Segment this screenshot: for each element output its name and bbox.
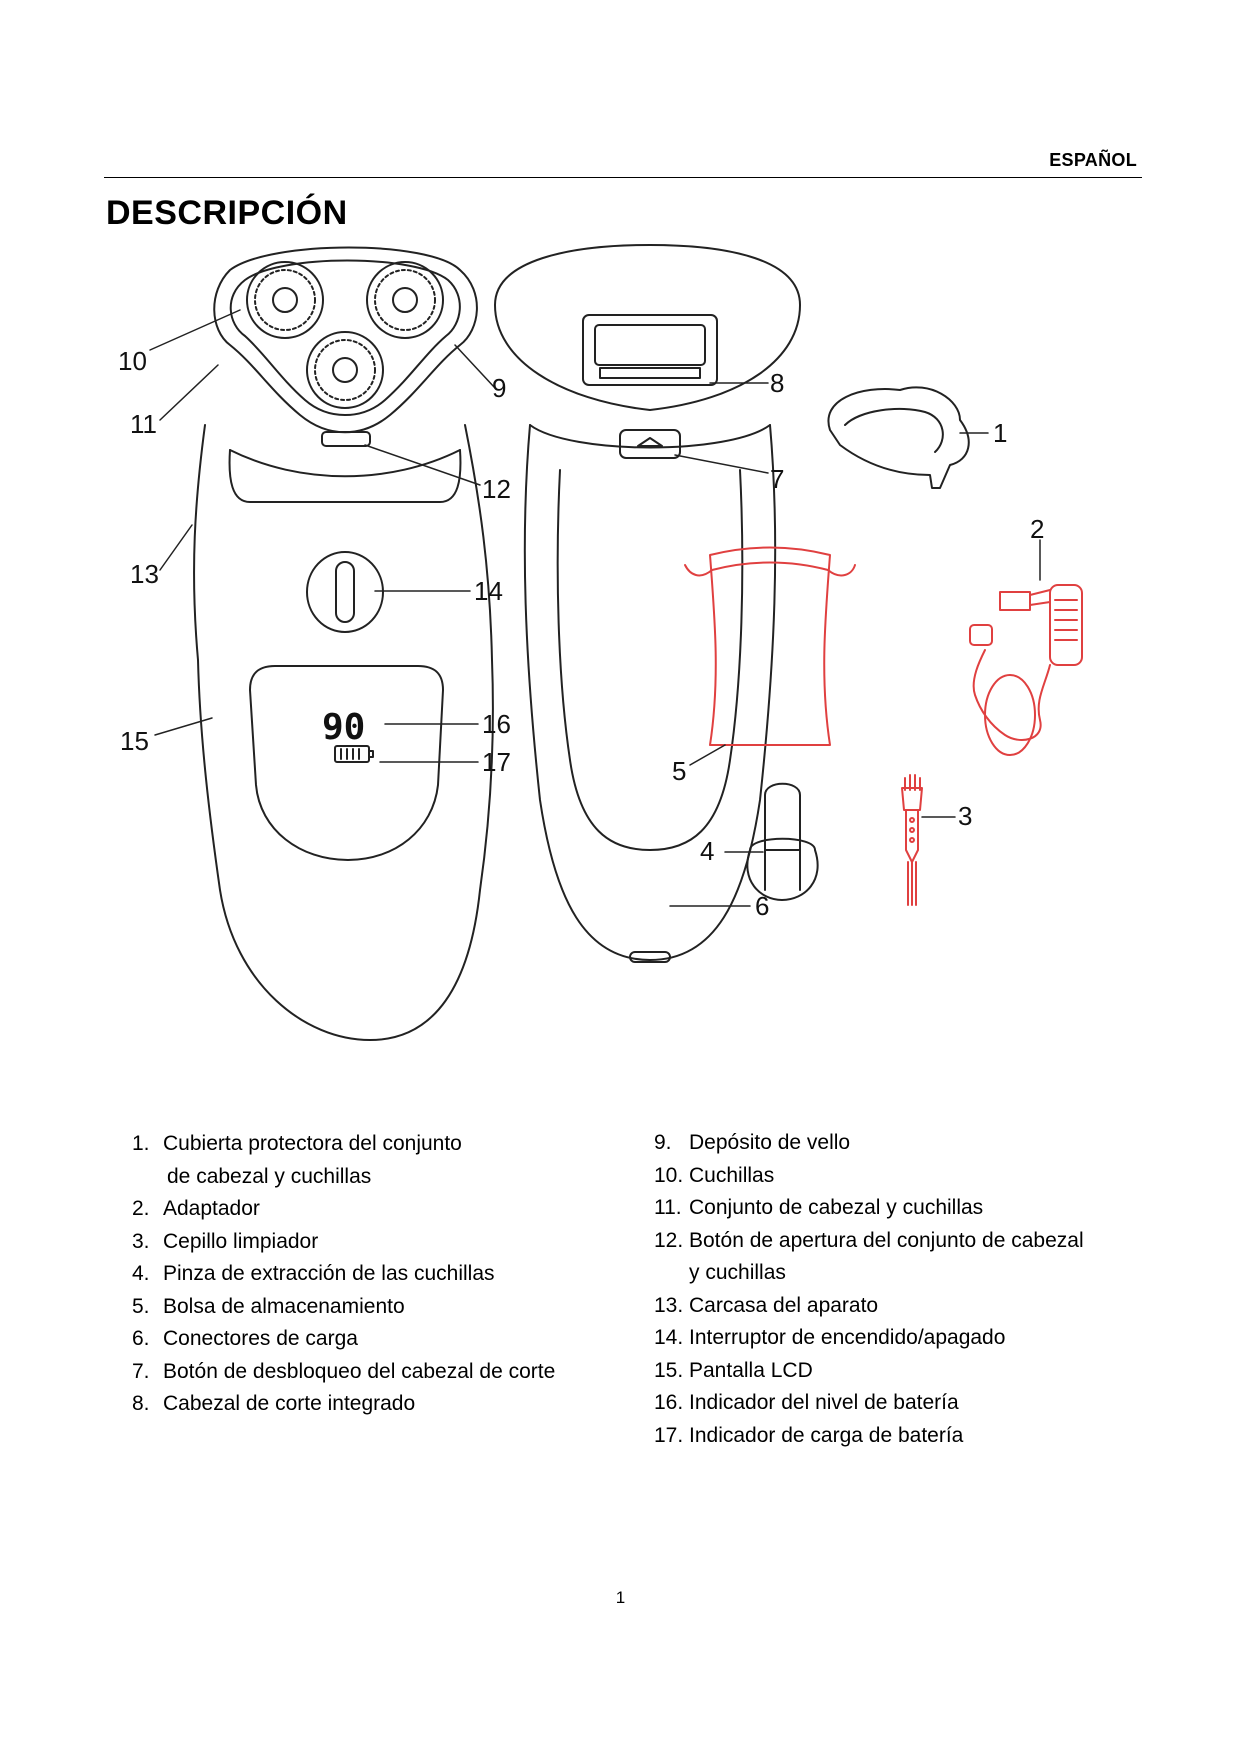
item-number: 17. bbox=[654, 1423, 684, 1447]
diagram-svg bbox=[100, 240, 1160, 1100]
power-switch bbox=[336, 562, 354, 622]
callout-9: 9 bbox=[492, 373, 507, 403]
item-label: Cuchillas bbox=[689, 1163, 775, 1187]
item-label: Indicador de carga de batería bbox=[689, 1423, 964, 1447]
callout-8: 8 bbox=[770, 368, 785, 398]
page-title: DESCRIPCIÓN bbox=[106, 194, 348, 232]
back-view-shaver bbox=[495, 245, 800, 962]
callout-5: 5 bbox=[672, 756, 687, 786]
cleaning-brush bbox=[902, 775, 922, 905]
trimmer-teeth bbox=[600, 368, 700, 378]
item-number: 14. bbox=[654, 1326, 684, 1349]
list-item bbox=[654, 1387, 1154, 1420]
item-number: 16. bbox=[654, 1391, 684, 1414]
callout-2: 2 bbox=[1030, 514, 1045, 544]
item-number: 3. bbox=[132, 1229, 150, 1253]
list-item bbox=[132, 1226, 602, 1259]
front-view-shaver bbox=[194, 248, 493, 1041]
list-item-continuation bbox=[132, 1161, 602, 1194]
arrow-up-icon bbox=[638, 438, 662, 446]
item-number: 10. bbox=[654, 1163, 684, 1187]
item-label: Pinza de extracción de las cuchillas bbox=[163, 1262, 495, 1285]
item-number: 5. bbox=[132, 1294, 150, 1318]
list-item bbox=[654, 1322, 1154, 1355]
item-number: 2. bbox=[132, 1197, 150, 1220]
item-number: 9. bbox=[654, 1131, 672, 1154]
protective-cap bbox=[828, 387, 968, 488]
item-number: 1. bbox=[132, 1132, 150, 1155]
callout-16: 16 bbox=[482, 709, 511, 739]
blade-heads bbox=[247, 262, 443, 408]
callout-17: 17 bbox=[482, 747, 511, 777]
item-number: 11. bbox=[654, 1196, 682, 1219]
item-label: Botón de desbloqueo del cabezal de corte bbox=[163, 1359, 556, 1383]
storage-bag bbox=[685, 548, 855, 746]
callout-1: 1 bbox=[993, 418, 1008, 448]
callout-3: 3 bbox=[958, 801, 973, 831]
item-number: 8. bbox=[132, 1392, 150, 1415]
power-switch-surround bbox=[307, 552, 383, 632]
list-item bbox=[132, 1128, 602, 1161]
callout-14: 14 bbox=[474, 576, 503, 606]
callout-11: 11 bbox=[130, 409, 157, 439]
page-number: 1 bbox=[615, 1588, 626, 1607]
item-label: Adaptador bbox=[163, 1197, 260, 1220]
list-item bbox=[132, 1291, 602, 1324]
item-number: 13. bbox=[654, 1293, 684, 1317]
list-item bbox=[654, 1192, 1154, 1225]
list-item bbox=[132, 1258, 602, 1291]
parts-list-left bbox=[132, 1128, 602, 1421]
unlock-button bbox=[620, 430, 680, 458]
item-label: de cabezal y cuchillas bbox=[167, 1164, 372, 1188]
list-item bbox=[132, 1356, 602, 1389]
list-item-continuation bbox=[654, 1257, 1154, 1290]
item-label: Carcasa del aparato bbox=[689, 1293, 879, 1317]
lcd-digits: 90 bbox=[322, 707, 366, 748]
list-item bbox=[132, 1388, 602, 1421]
list-item bbox=[132, 1193, 602, 1226]
list-item bbox=[654, 1127, 1154, 1160]
list-item bbox=[654, 1225, 1154, 1258]
list-item bbox=[654, 1420, 1154, 1453]
item-number: 4. bbox=[132, 1262, 150, 1285]
callout-13: 13 bbox=[130, 559, 159, 589]
callout-7: 7 bbox=[770, 464, 785, 494]
item-label: Conjunto de cabezal y cuchillas bbox=[689, 1196, 984, 1219]
item-label: Cubierta protectora del conjunto bbox=[163, 1132, 462, 1155]
list-item bbox=[132, 1323, 602, 1356]
head-release-button bbox=[322, 432, 370, 446]
item-label: Bolsa de almacenamiento bbox=[163, 1294, 405, 1318]
item-number: 7. bbox=[132, 1359, 150, 1383]
item-number: 12. bbox=[654, 1228, 684, 1252]
item-label: Conectores de carga bbox=[163, 1327, 358, 1350]
item-number: 15. bbox=[654, 1358, 684, 1382]
list-item bbox=[654, 1290, 1154, 1323]
header-rule bbox=[104, 177, 1142, 178]
item-label: y cuchillas bbox=[689, 1261, 786, 1284]
item-label: Interruptor de encendido/apagado bbox=[689, 1326, 1006, 1349]
item-label: Cabezal de corte integrado bbox=[163, 1392, 416, 1415]
callout-10: 10 bbox=[118, 346, 147, 376]
item-label: Cepillo limpiador bbox=[163, 1229, 319, 1253]
item-label: Indicador del nivel de batería bbox=[689, 1391, 959, 1414]
callout-4: 4 bbox=[700, 836, 715, 866]
callout-6: 6 bbox=[755, 891, 770, 921]
item-label: Depósito de vello bbox=[689, 1131, 851, 1154]
parts-list-right bbox=[654, 1127, 1154, 1452]
item-label: Botón de apertura del conjunto de cabezal bbox=[689, 1228, 1084, 1252]
language-label: ESPAÑOL bbox=[1049, 150, 1137, 170]
list-item bbox=[654, 1160, 1154, 1193]
product-diagram bbox=[100, 240, 1160, 1100]
callout-12: 12 bbox=[482, 474, 511, 504]
item-label: Pantalla LCD bbox=[689, 1358, 813, 1382]
blade-removal-clip bbox=[747, 784, 817, 900]
list-item bbox=[654, 1355, 1154, 1388]
callout-15: 15 bbox=[120, 726, 149, 756]
adapter bbox=[970, 585, 1082, 755]
item-number: 6. bbox=[132, 1327, 150, 1350]
